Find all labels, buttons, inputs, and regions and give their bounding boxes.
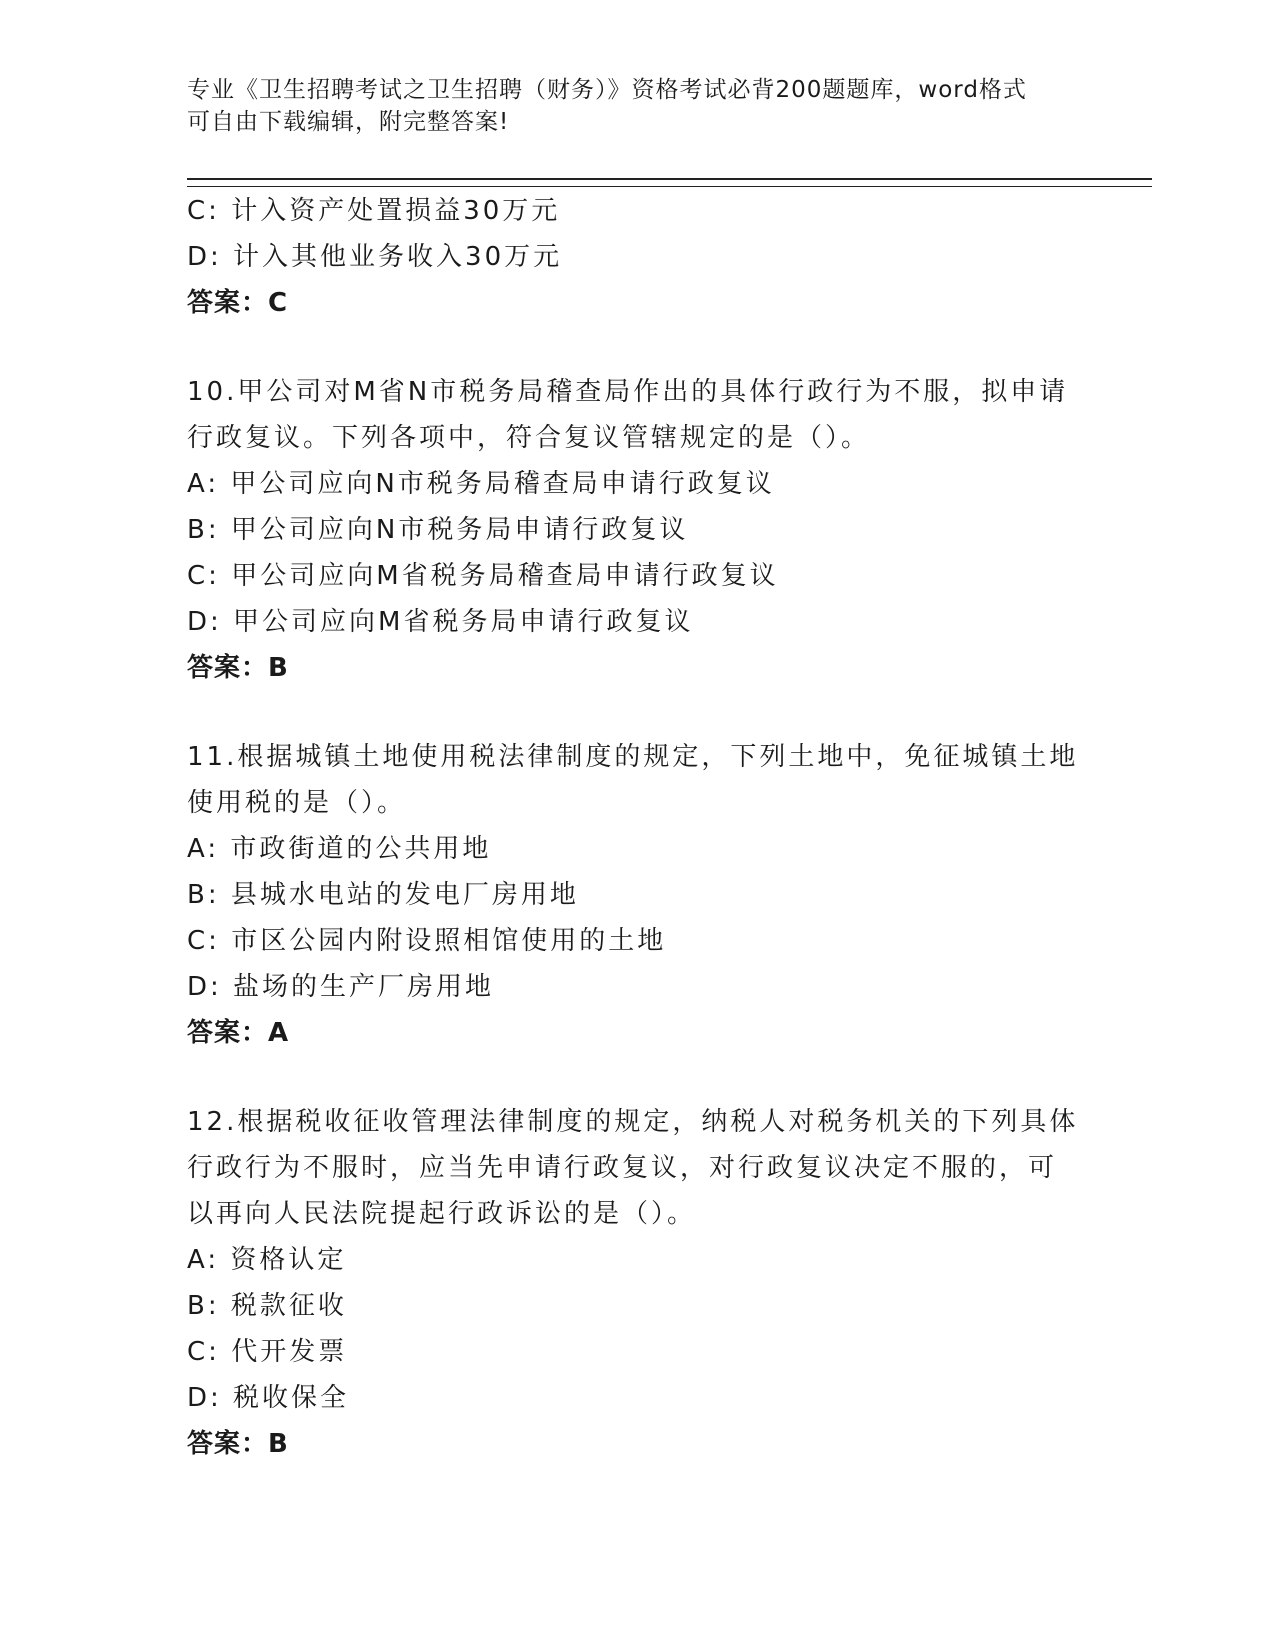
option-d: D: 税收保全	[187, 1383, 350, 1413]
option-c: C: 代开发票	[187, 1337, 348, 1367]
carryover-block	[187, 188, 1087, 326]
option-c: C: 甲公司应向M省税务局稽查局申请行政复议	[187, 561, 779, 591]
question-stem: 行政复议。下列各项中，符合复议管辖规定的是（）。	[187, 423, 871, 453]
answer: 答案：C	[187, 288, 289, 318]
question-stem: 11.根据城镇土地使用税法律制度的规定，下列土地中，免征城镇土地	[187, 742, 1079, 772]
option-c: C: 计入资产处置损益30万元	[187, 196, 561, 226]
option-a: A: 资格认定	[187, 1245, 347, 1275]
option-b: B: 甲公司应向N市税务局申请行政复议	[187, 515, 689, 545]
question-stem: 使用税的是（）。	[187, 788, 407, 818]
option-a: A: 甲公司应向N市税务局稽查局申请行政复议	[187, 469, 775, 499]
question-stem: 10.甲公司对M省N市税务局稽查局作出的具体行政行为不服，拟申请	[187, 377, 1069, 407]
answer: 答案：A	[187, 1018, 290, 1048]
option-c: C: 市区公园内附设照相馆使用的土地	[187, 926, 667, 956]
header-line-1: 专业《卫生招聘考试之卫生招聘（财务）》资格考试必背200题题库，word格式	[187, 77, 1027, 103]
question-12	[187, 1099, 1087, 1467]
option-d: D: 计入其他业务收入30万元	[187, 242, 563, 272]
document-body	[187, 188, 1087, 1467]
page-header	[187, 74, 1067, 138]
answer: 答案：B	[187, 653, 289, 683]
option-d: D: 甲公司应向M省税务局申请行政复议	[187, 607, 694, 637]
header-divider	[187, 178, 1152, 187]
option-a: A: 市政街道的公共用地	[187, 834, 492, 864]
question-stem: 以再向人民法院提起行政诉讼的是（）。	[187, 1199, 697, 1229]
question-stem: 行政行为不服时，应当先申请行政复议，对行政复议决定不服的，可	[187, 1153, 1058, 1183]
option-d: D: 盐场的生产厂房用地	[187, 972, 495, 1002]
question-10	[187, 369, 1087, 691]
question-stem: 12.根据税收征收管理法律制度的规定，纳税人对税务机关的下列具体	[187, 1107, 1079, 1137]
answer: 答案：B	[187, 1429, 289, 1459]
option-b: B: 县城水电站的发电厂房用地	[187, 880, 579, 910]
option-b: B: 税款征收	[187, 1291, 347, 1321]
header-line-2: 可自由下载编辑，附完整答案!	[187, 109, 510, 135]
question-11	[187, 734, 1087, 1056]
